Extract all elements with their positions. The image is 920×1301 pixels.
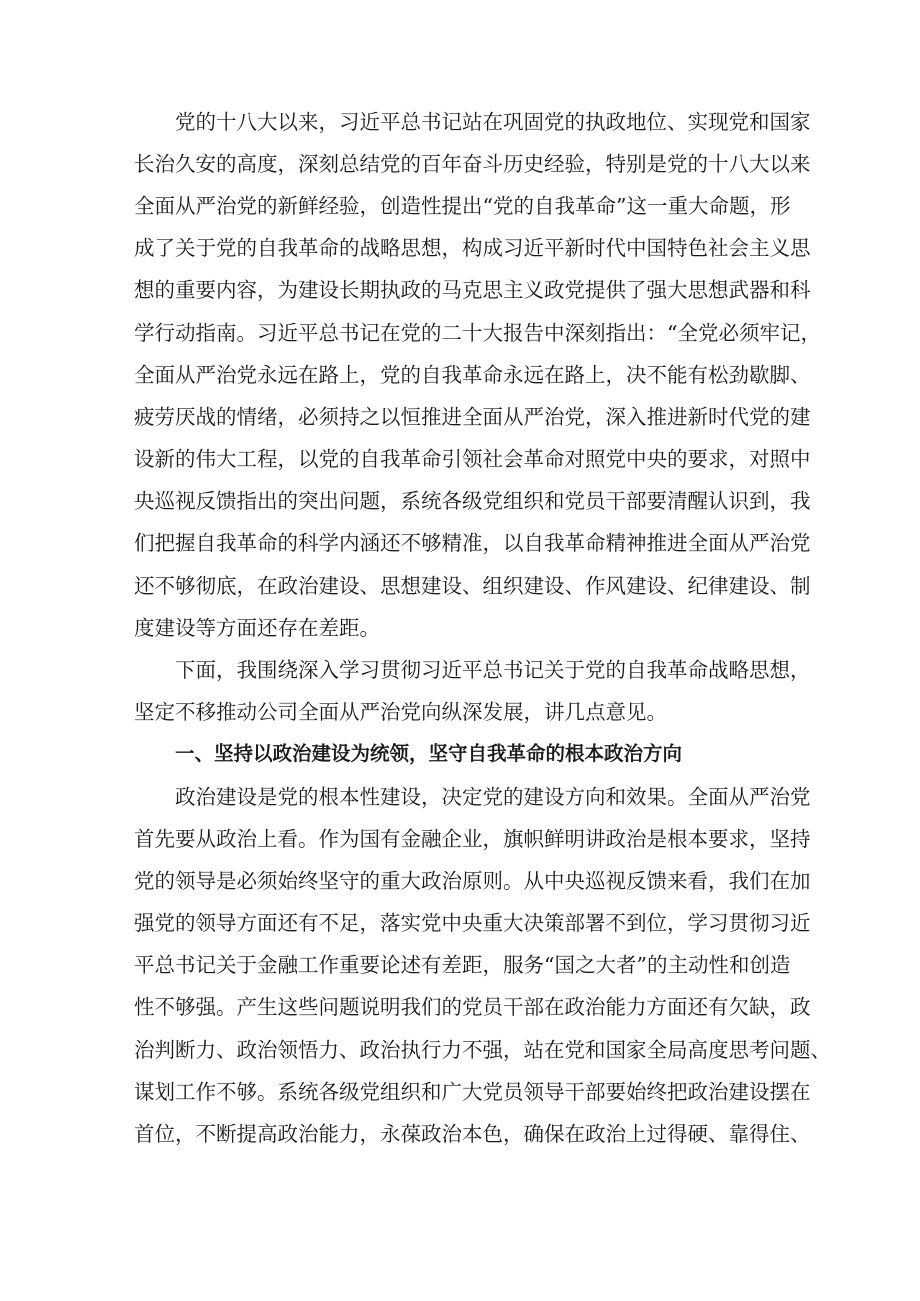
section-heading: 一、坚持以政治建设为统领，坚守自我革命的根本政治方向 bbox=[175, 742, 683, 765]
text-line: 度建设等方面还存在差距。 bbox=[134, 616, 380, 640]
text-line: 治判断力、政治领悟力、政治执行力不强，站在党和国家全局高度思考问题、 bbox=[134, 1038, 831, 1062]
text-line: 党的十八大以来，习近平总书记站在巩固党的执政地位、实现党和国家 bbox=[175, 110, 811, 134]
text-line: 下面，我围绕深入学习贯彻习近平总书记关于党的自我革命战略思想， bbox=[175, 658, 811, 682]
text-line: 们把握自我革命的科学内涵还不够精准，以自我革命精神推进全面从严治党 bbox=[134, 531, 811, 555]
text-line: 政治建设是党的根本性建设，决定党的建设方向和效果。全面从严治党 bbox=[175, 785, 811, 809]
text-line: 想的重要内容，为建设长期执政的马克思主义政党提供了强大思想武器和科 bbox=[134, 278, 811, 302]
text-line: 全面从严治党的新鲜经验，创造性提出“党的自我革命”这一重大命题，形 bbox=[134, 194, 791, 218]
text-line: 央巡视反馈指出的突出问题，系统各级党组织和党员干部要清醒认识到，我 bbox=[134, 489, 811, 513]
text-line: 疲劳厌战的情绪，必须持之以恒推进全面从严治党，深入推进新时代党的建 bbox=[134, 405, 811, 429]
text-line: 党的领导是必须始终坚守的重大政治原则。从中央巡视反馈来看，我们在加 bbox=[134, 869, 811, 893]
text-line: 长治久安的高度，深刻总结党的百年奋斗历史经验，特别是党的十八大以来 bbox=[134, 152, 811, 176]
text-line: 设新的伟大工程，以党的自我革命引领社会革命对照党中央的要求，对照中 bbox=[134, 447, 811, 471]
text-line: 平总书记关于金融工作重要论述有差距，服务“国之大者”的主动性和创造 bbox=[134, 953, 791, 977]
text-line: 谋划工作不够。系统各级党组织和广大党员领导干部要始终把政治建设摆在 bbox=[134, 1080, 811, 1104]
text-line: 成了关于党的自我革命的战略思想，构成习近平新时代中国特色社会主义思 bbox=[134, 236, 811, 260]
text-line: 学行动指南。习近平总书记在党的二十大报告中深刻指出：“全党必须牢记， bbox=[134, 321, 821, 345]
text-line: 首先要从政治上看。作为国有金融企业，旗帜鲜明讲政治是根本要求，坚持 bbox=[134, 827, 811, 851]
text-line: 全面从严治党永远在路上，党的自我革命永远在路上，决不能有松劲歇脚、 bbox=[134, 363, 811, 387]
text-line: 还不够彻底，在政治建设、思想建设、组织建设、作风建设、纪律建设、制 bbox=[134, 574, 811, 598]
text-line: 强党的领导方面还有不足，落实党中央重大决策部署不到位，学习贯彻习近 bbox=[134, 911, 811, 935]
text-line: 首位，不断提高政治能力，永葆政治本色，确保在政治上过得硬、靠得住、 bbox=[134, 1122, 811, 1146]
text-line: 坚定不移推动公司全面从严治党向纵深发展，讲几点意见。 bbox=[134, 700, 667, 724]
text-line: 性不够强。产生这些问题说明我们的党员干部在政治能力方面还有欠缺，政 bbox=[134, 995, 811, 1019]
